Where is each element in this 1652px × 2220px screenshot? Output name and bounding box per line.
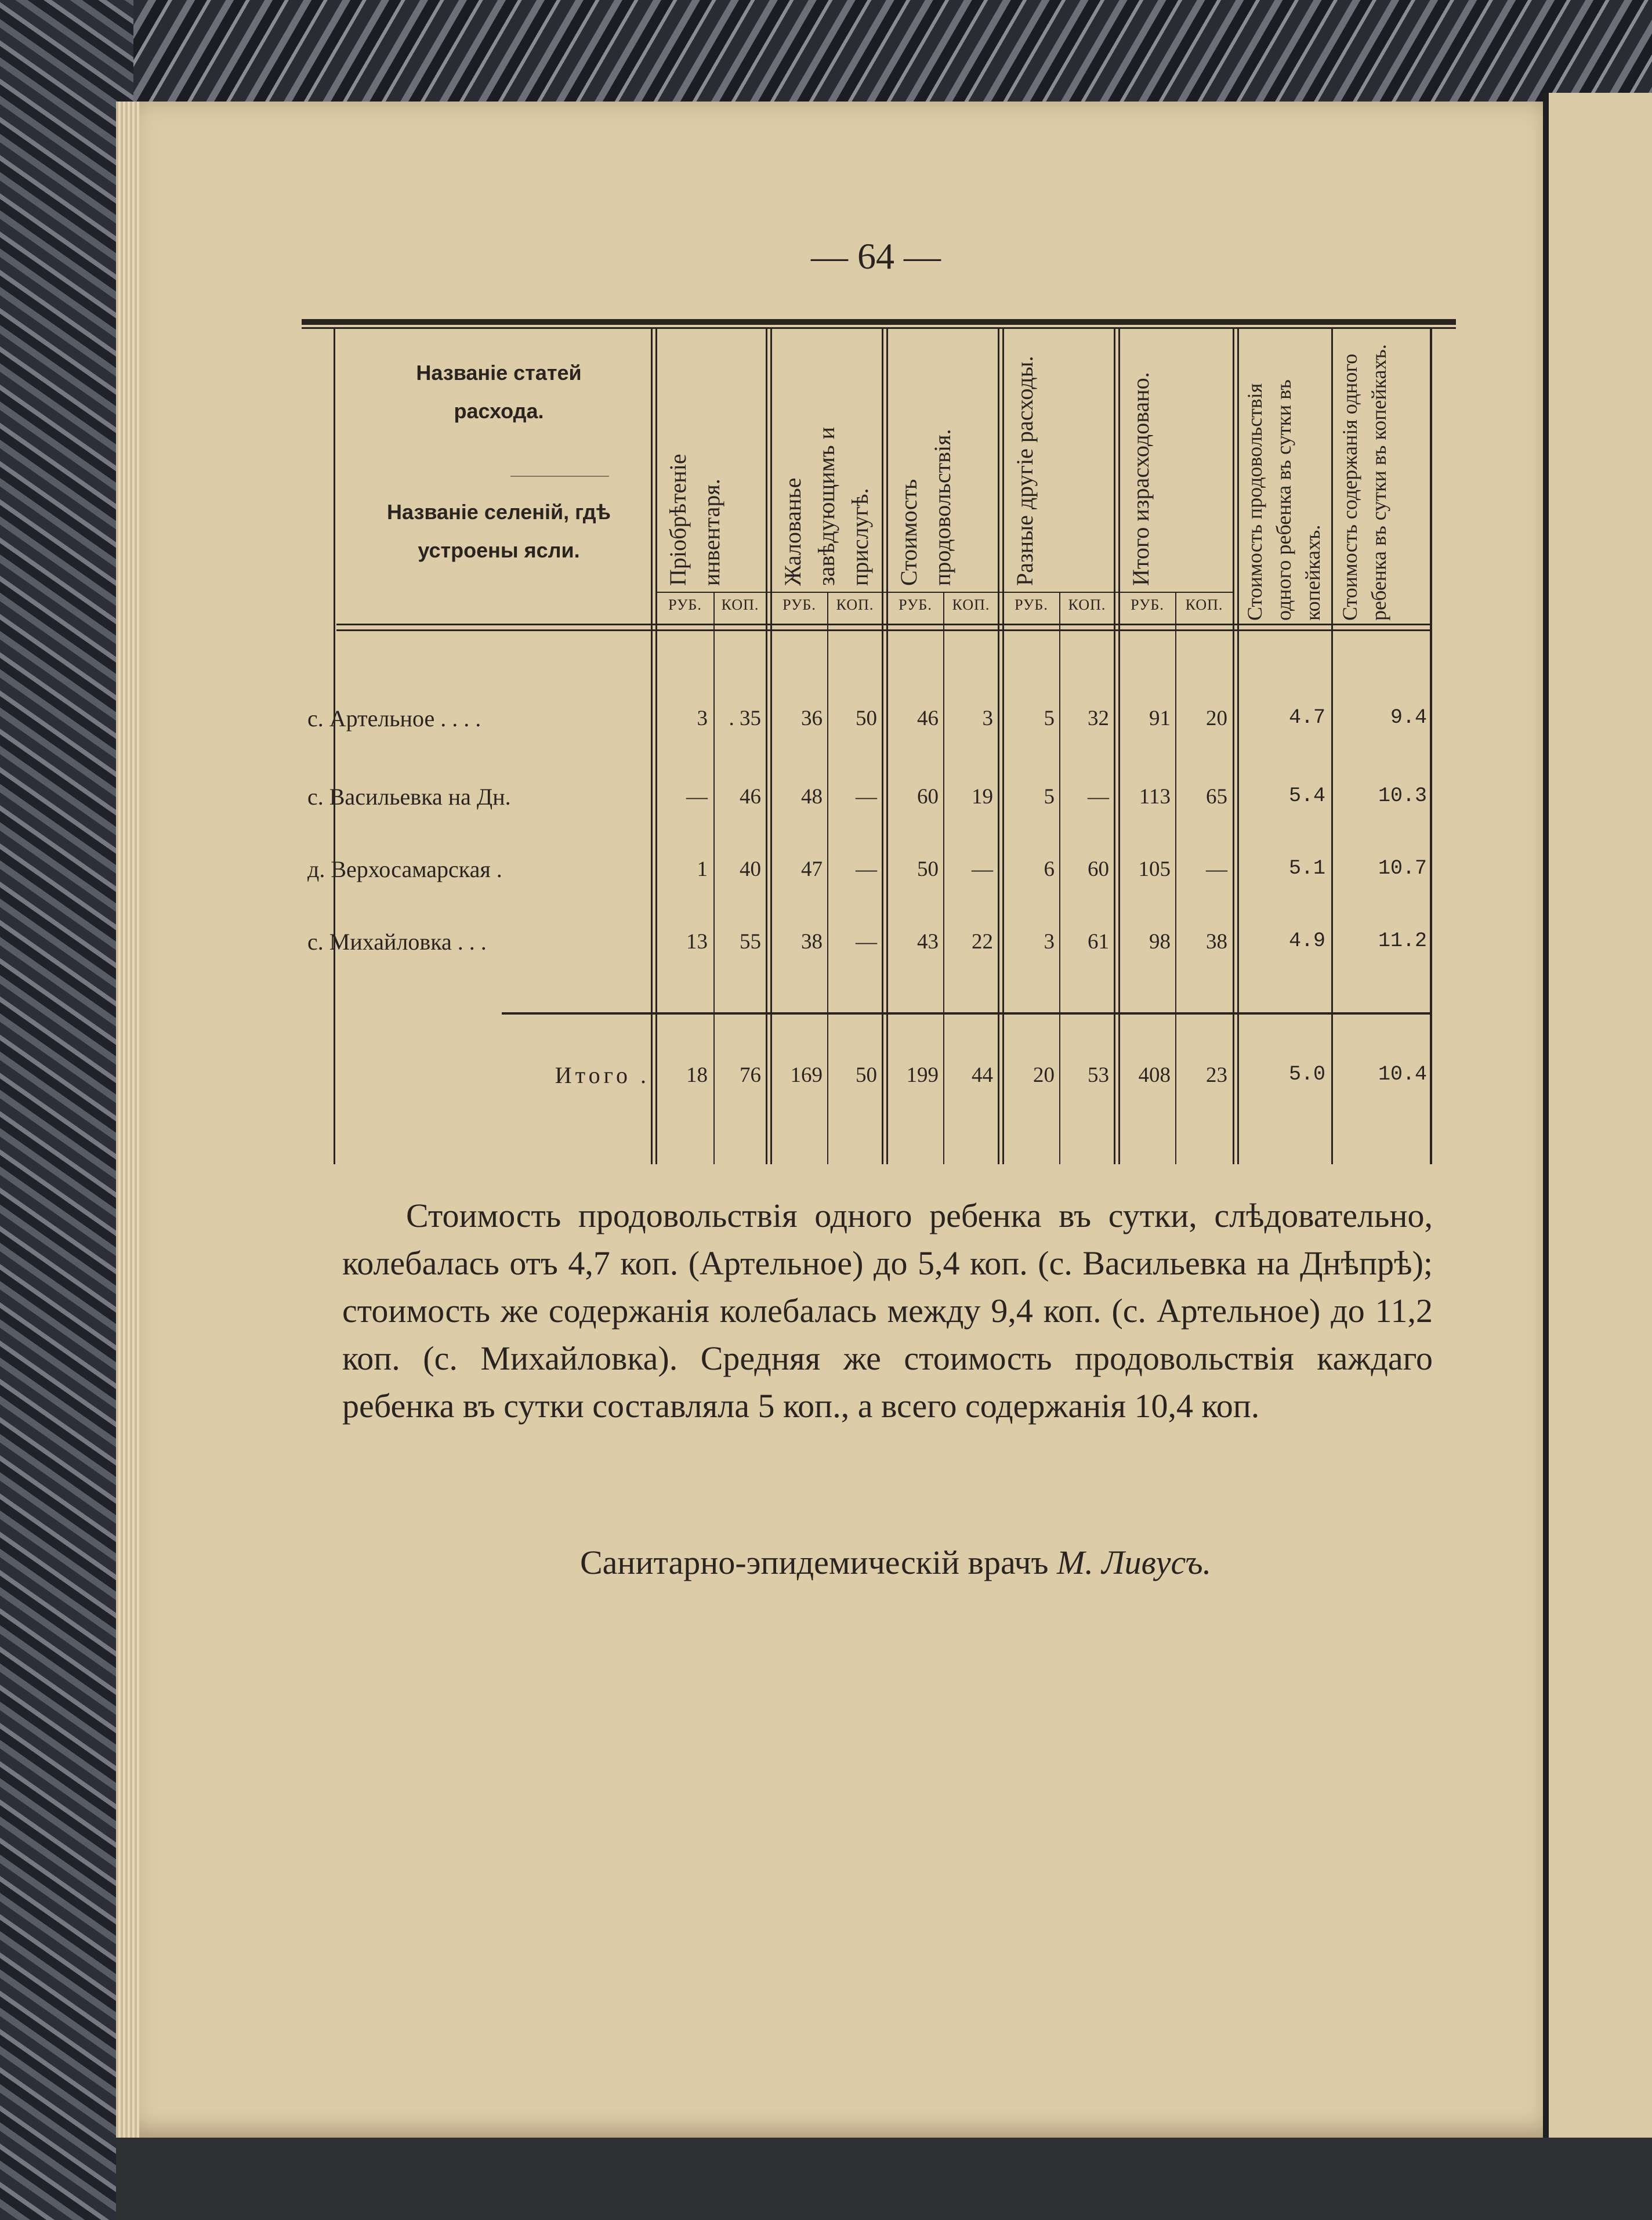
marbled-binding-left bbox=[0, 0, 133, 2220]
table-cell: 50 bbox=[917, 857, 939, 881]
col-inventory-header: Пріобрѣтеніе инвентаря. bbox=[665, 454, 724, 586]
unit-kop: КОП. bbox=[952, 596, 990, 613]
table-cell: 61 bbox=[1088, 930, 1109, 954]
signature-title: Санитарно-эпидемическій врачъ bbox=[580, 1544, 1049, 1581]
table-cell: — bbox=[686, 785, 708, 809]
body-paragraph: Стоимость продовольствія одного ребенка въ сутки, слѣдовательно, колебалась отъ 4,7 коп. (Артельное) до 5,4 коп. (с. Васильевка на Днѣпрѣ); стоимость же содержанія колебалась между 9,4 коп. (с. Артельное) до 11,2 коп. (с. Михайловка). Средняя же стоимость продовольствія каждаго ребенка въ сутки составляла 5 коп., а всего содержанія 10,4 коп. bbox=[342, 1197, 1433, 1425]
unit-rub: РУБ. bbox=[1015, 596, 1048, 613]
table-row-village: д. Верхосамарская . bbox=[307, 856, 502, 882]
table-cell: — bbox=[856, 785, 877, 809]
reverse-side-bleed bbox=[342, 1601, 1433, 2007]
table-cell: 105 bbox=[1138, 857, 1171, 881]
table-cell: 32 bbox=[1088, 707, 1109, 730]
unit-kop: КОП. bbox=[1068, 596, 1106, 613]
unit-rub: РУБ. bbox=[899, 596, 932, 613]
table-cell: 18 bbox=[686, 1063, 708, 1087]
table-cell: 40 bbox=[740, 857, 761, 881]
header-expense-items: Названіе статей расхода. bbox=[416, 361, 582, 423]
cover-bottom bbox=[116, 2138, 1652, 2220]
table-cell: 22 bbox=[972, 930, 993, 954]
col-total-header: Итого израсходовано. bbox=[1128, 372, 1154, 586]
table-cell: 46 bbox=[917, 707, 939, 730]
col-other-header: Разные другіе расходы. bbox=[1012, 356, 1038, 586]
table-cell: 5 bbox=[1044, 785, 1055, 809]
table-cell: 20 bbox=[1206, 707, 1227, 730]
table-cell: 46 bbox=[740, 785, 761, 809]
unit-kop: КОП. bbox=[721, 596, 759, 613]
table-cell: 44 bbox=[972, 1063, 993, 1087]
table-cell: — bbox=[1088, 785, 1109, 809]
table-cell: 11.2 bbox=[1378, 929, 1427, 953]
table-cell: 13 bbox=[686, 930, 708, 954]
table-cell: 3 bbox=[1044, 930, 1055, 954]
unit-kop: КОП. bbox=[1185, 596, 1223, 613]
table-cell: 408 bbox=[1138, 1063, 1171, 1087]
signature bbox=[580, 1543, 1392, 1582]
table-row-village: с. Васильевка на Дн. bbox=[307, 784, 511, 810]
table-cell: 3 bbox=[697, 707, 708, 730]
table-cell: 38 bbox=[1206, 930, 1227, 954]
table-cell: 9.4 bbox=[1390, 706, 1427, 729]
table-cell: 4.7 bbox=[1288, 706, 1325, 729]
table-cell: 60 bbox=[917, 785, 939, 809]
table-cell: 23 bbox=[1206, 1063, 1227, 1087]
table-row-village: с. Михайловка . . . bbox=[307, 929, 487, 955]
table-cell: 5.0 bbox=[1288, 1063, 1325, 1086]
col-upkeep-per-child-header: Стоимость содержанія одного ребенка въ сутки въ копейкахъ. bbox=[1338, 344, 1390, 621]
table-cell: 98 bbox=[1149, 930, 1171, 954]
table-cell: 4.9 bbox=[1288, 929, 1325, 953]
unit-rub: РУБ. bbox=[668, 596, 702, 613]
table-cell: 50 bbox=[856, 707, 877, 730]
table-cell: 47 bbox=[801, 857, 823, 881]
table-cell: 113 bbox=[1139, 785, 1171, 809]
table-row-village: с. Артельное . . . . bbox=[307, 705, 481, 731]
unit-rub: РУБ. bbox=[1131, 596, 1164, 613]
signature-name: М. Ливусъ. bbox=[1057, 1544, 1212, 1581]
table-cell: 6 bbox=[1044, 857, 1055, 881]
table-cell: 20 bbox=[1033, 1063, 1055, 1087]
table-cell: 43 bbox=[917, 930, 939, 954]
table-cell: 169 bbox=[790, 1063, 823, 1087]
table-cell: 1 bbox=[697, 857, 708, 881]
table-cell: 53 bbox=[1088, 1063, 1109, 1087]
table-cell: 199 bbox=[906, 1063, 939, 1087]
marbled-binding-top bbox=[133, 0, 1652, 116]
table-cell: 10.7 bbox=[1378, 857, 1427, 880]
header-village-names: Названіе селеній, гдѣ устроены ясли. bbox=[387, 500, 611, 562]
table-cell: 5 bbox=[1044, 707, 1055, 730]
table-cell: 10.3 bbox=[1378, 784, 1427, 807]
table-cell: 76 bbox=[740, 1063, 761, 1087]
table-cell: 60 bbox=[1088, 857, 1109, 881]
table-cell: 91 bbox=[1149, 707, 1171, 730]
table-cell: 5.4 bbox=[1288, 784, 1325, 807]
table-cell: 3 bbox=[982, 707, 993, 730]
unit-kop: КОП. bbox=[836, 596, 874, 613]
table-cell: 5.1 bbox=[1288, 857, 1325, 880]
total-row-label: Итого . bbox=[555, 1062, 650, 1088]
facing-page-edge bbox=[1543, 93, 1652, 2141]
table-cell: 10.4 bbox=[1378, 1063, 1427, 1086]
table-cell: 55 bbox=[740, 930, 761, 954]
table-cell: 50 bbox=[856, 1063, 877, 1087]
col-food-header: Стоимость продовольствія. bbox=[896, 429, 955, 586]
table-cell: — bbox=[972, 857, 993, 881]
col-food-per-child-header: Стоимость продовольствія одного ребенка въ сутки въ копейкахъ. bbox=[1243, 379, 1324, 621]
page-number: — 64 — bbox=[811, 236, 941, 277]
unit-rub: РУБ. bbox=[782, 596, 816, 613]
page-edges bbox=[116, 102, 139, 2138]
col-salaries-header: Жалованье завѣдующимъ и прислугѣ. bbox=[780, 426, 873, 586]
table-cell: 65 bbox=[1206, 785, 1227, 809]
table-cell: 48 bbox=[801, 785, 823, 809]
table-cell: . 35 bbox=[729, 707, 761, 730]
table-cell: — bbox=[856, 930, 877, 954]
table-cell: — bbox=[856, 857, 877, 881]
table-cell: 19 bbox=[972, 785, 993, 809]
table-cell: 36 bbox=[801, 707, 823, 730]
expense-table bbox=[302, 319, 1456, 1178]
table-cell: — bbox=[1206, 857, 1227, 881]
table-cell: 38 bbox=[801, 930, 823, 954]
